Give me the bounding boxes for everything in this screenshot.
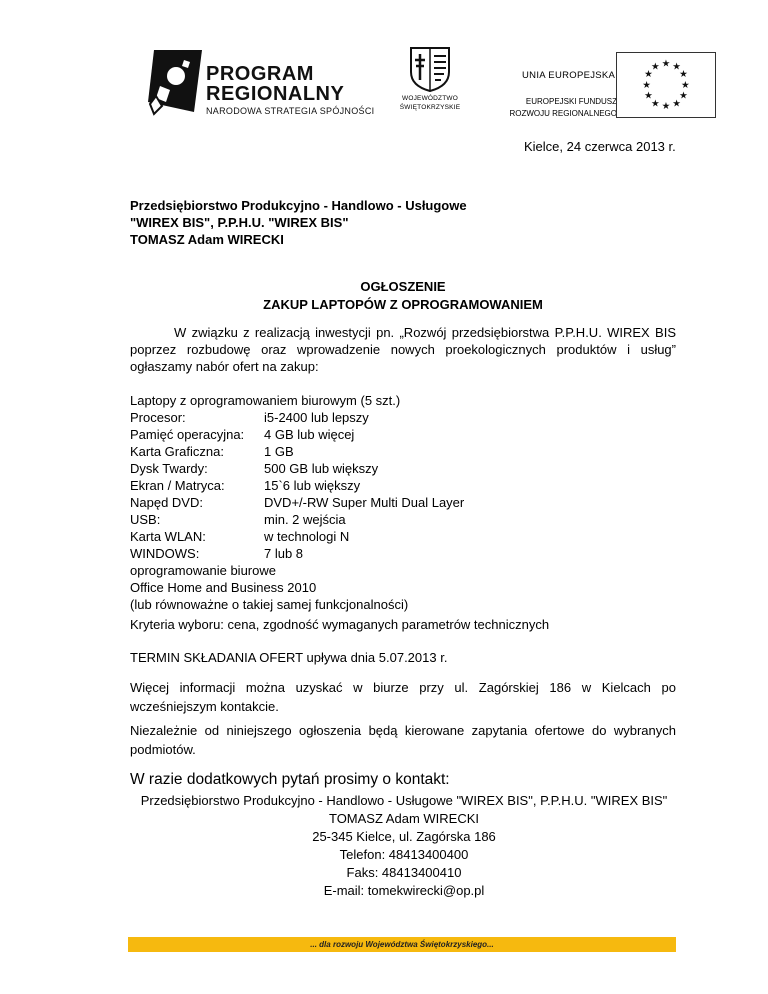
announcement-subtitle: ZAKUP LAPTOPÓW Z OPROGRAMOWANIEM	[263, 297, 543, 312]
svg-text:★: ★	[679, 69, 688, 81]
spec-value: DVD+/-RW Super Multi Dual Layer	[264, 495, 465, 510]
specs-heading: Laptopy z oprogramowaniem biurowym (5 szt.)	[130, 393, 401, 408]
spec-row	[130, 477, 360, 494]
program-regionalny-emblem-icon	[146, 46, 206, 116]
contact-heading: W razie dodatkowych pytań prosimy o kontakt:	[130, 771, 450, 788]
eu-logo	[502, 52, 717, 120]
voivodeship-name	[390, 94, 470, 112]
spec-value: min. 2 wejścia	[264, 512, 346, 527]
spec-value: i5-2400 lub lepszy	[264, 410, 369, 425]
spec-key: USB:	[130, 512, 161, 527]
intro-paragraph: W związku z realizacją inwestycji pn. „Rozwój przedsiębiorstwa P.P.H.U. WIREX BIS poprzez rozbudowę oraz wprowadzenie nowych proekologicznych produktów i usług” ogłaszamy nabór ofert na zakup:	[130, 325, 676, 374]
svg-text:★: ★	[661, 58, 671, 70]
contact-address: 25-345 Kielce, ul. Zagórska 186	[312, 829, 496, 844]
svg-text:★: ★	[661, 101, 671, 113]
svg-text:★: ★	[672, 61, 682, 73]
spec-value: w technologi N	[264, 529, 350, 544]
announcement-title: OGŁOSZENIE	[360, 279, 446, 294]
svg-text:★: ★	[642, 79, 651, 91]
eu-flag-icon	[616, 52, 716, 118]
program-title-line2: REGIONALNY	[206, 83, 345, 105]
voivodeship-line2: ŚWIĘTOKRZYSKIE	[399, 104, 461, 111]
company-line3: TOMASZ Adam WIRECKI	[130, 232, 284, 247]
spec-row	[130, 494, 464, 511]
eu-fund-line1: EUROPEJSKI FUNDUSZ	[525, 97, 617, 106]
svg-text:★: ★	[679, 90, 688, 102]
program-regionalny-logo	[146, 46, 378, 122]
spec-key: Procesor:	[130, 410, 186, 425]
eu-title: UNIA EUROPEJSKA	[522, 70, 616, 81]
company-line2: "WIREX BIS", P.P.H.U. "WIREX BIS"	[130, 215, 349, 230]
spec-row	[130, 426, 354, 443]
program-subtitle: NARODOWA STRATEGIA SPÓJNOŚCI	[206, 106, 375, 116]
spec-value: 7 lub 8	[264, 546, 304, 561]
contact-phone: Telefon: 48413400400	[339, 847, 469, 862]
svg-text:★: ★	[644, 90, 653, 102]
spec-key: Dysk Twardy:	[130, 461, 208, 476]
eu-fund-line2: ROZWOJU REGIONALNEGO	[509, 109, 617, 118]
spec-row	[130, 545, 303, 562]
spec-key: Karta Graficzna:	[130, 444, 224, 459]
spec-value: 15`6 lub większy	[264, 478, 361, 493]
spec-key: Pamięć operacyjna:	[130, 427, 245, 442]
svg-text:★: ★	[650, 61, 660, 73]
spec-row	[130, 409, 369, 426]
spec-value: 1 GB	[264, 444, 294, 459]
criteria-text: Kryteria wyboru: cena, zgodność wymaganych parametrów technicznych	[130, 617, 550, 632]
independent-paragraph: Niezależnie od niniejszego ogłoszenia będą kierowane zapytania ofertowe do wybranych podmiotów.	[130, 723, 676, 757]
spec-row	[130, 511, 346, 528]
software-line1: oprogramowanie biurowe	[130, 563, 276, 578]
program-title-line1: PROGRAM	[206, 63, 314, 85]
eu-fund-name	[509, 96, 617, 120]
footer-bar: ... dla rozwoju Województwa Świętokrzyskiego...	[128, 937, 676, 952]
voivodeship-logo	[390, 46, 470, 124]
software-line3: (lub równoważne o takiej samej funkcjonalności)	[130, 597, 409, 612]
software-line2: Office Home and Business 2010	[130, 580, 317, 595]
program-title	[206, 64, 344, 104]
deadline-text: TERMIN SKŁADANIA OFERT upływa dnia 5.07.2013 r.	[130, 650, 448, 665]
spec-value: 500 GB lub większy	[264, 461, 379, 476]
spec-key: Ekran / Matryca:	[130, 478, 225, 493]
contact-fax: Faks: 48413400410	[346, 865, 462, 880]
more-info-paragraph: Więcej informacji można uzyskać w biurze przy ul. Zagórskiej 186 w Kielcach po wcześniejszym kontakcie.	[130, 680, 676, 714]
contact-name: TOMASZ Adam WIRECKI	[328, 811, 479, 826]
company-line1: Przedsiębiorstwo Produkcyjno - Handlowo - Usługowe	[130, 198, 467, 213]
contact-company: Przedsiębiorstwo Produkcyjno - Handlowo - Usługowe "WIREX BIS", P.P.H.U. "WIREX BIS"	[140, 793, 668, 808]
spec-value: 4 GB lub więcej	[264, 427, 355, 442]
svg-text:★: ★	[681, 79, 690, 91]
spec-key: Karta WLAN:	[130, 529, 206, 544]
voivodeship-crest-icon	[407, 46, 453, 92]
spec-key: WINDOWS:	[130, 546, 200, 561]
contact-email: E-mail: tomekwirecki@op.pl	[323, 883, 485, 898]
spec-key: Napęd DVD:	[130, 495, 203, 510]
voivodeship-line1: WOJEWÓDZTWO	[402, 95, 458, 102]
svg-text:★: ★	[672, 98, 682, 110]
svg-text:★: ★	[644, 69, 653, 81]
spec-row	[130, 443, 294, 460]
date-line: Kielce, 24 czerwca 2013 r.	[524, 139, 676, 154]
svg-text:★: ★	[650, 98, 660, 110]
spec-row	[130, 460, 378, 477]
spec-row	[130, 528, 349, 545]
